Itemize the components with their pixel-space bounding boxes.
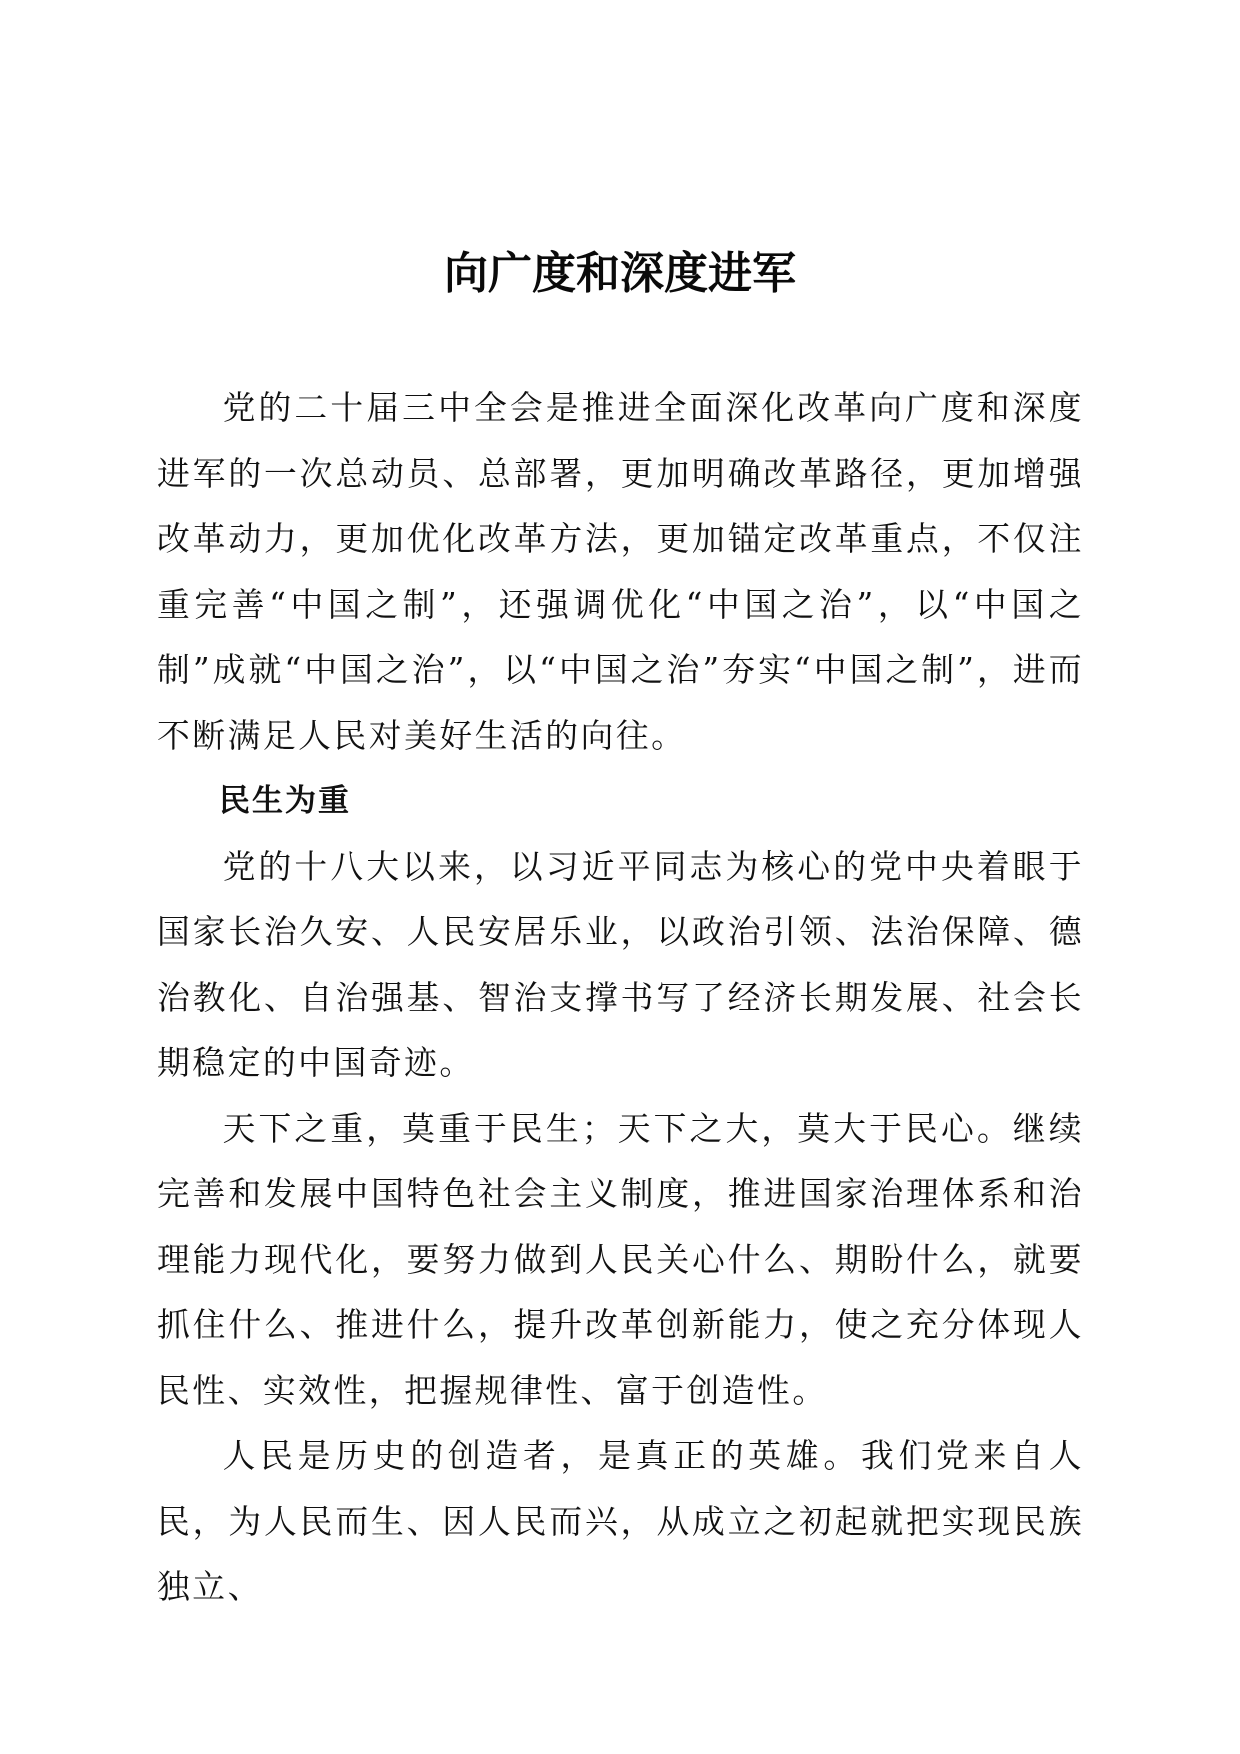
section-heading: 民生为重	[219, 783, 351, 819]
document-body	[157, 376, 1084, 1621]
paragraph-intro: 党的二十届三中全会是推进全面深化改革向广度和深度进军的一次总动员、总部署，更加明确改革路径，更加增强改革动力，更加优化改革方法，更加锚定改革重点，不仅注重完善“中国之制”，还强调优化“中国之治”，以“中国之制”成就“中国之治”，以“中国之治”夯实“中国之制”，进而不断满足人民对美好生活的向往。	[157, 389, 1084, 755]
paragraph: 党的十八大以来，以习近平同志为核心的党中央着眼于国家长治久安、人民安居乐业，以政治引领、法治保障、德治教化、自治强基、智治支撑书写了经济长期发展、社会长期稳定的中国奇迹。	[157, 847, 1084, 1082]
paragraph: 天下之重，莫重于民生；天下之大，莫大于民心。继续完善和发展中国特色社会主义制度，推进国家治理体系和治理能力现代化，要努力做到人民关心什么、期盼什么，就要抓住什么、推进什么，提升改革创新能力，使之充分体现人民性、实效性，把握规律性、富于创造性。	[157, 1109, 1084, 1410]
document-title: 向广度和深度进军	[444, 248, 796, 299]
paragraph: 人民是历史的创造者，是真正的英雄。我们党来自人民，为人民而生、因人民而兴，从成立之初起就把实现民族独立、	[157, 1437, 1084, 1606]
